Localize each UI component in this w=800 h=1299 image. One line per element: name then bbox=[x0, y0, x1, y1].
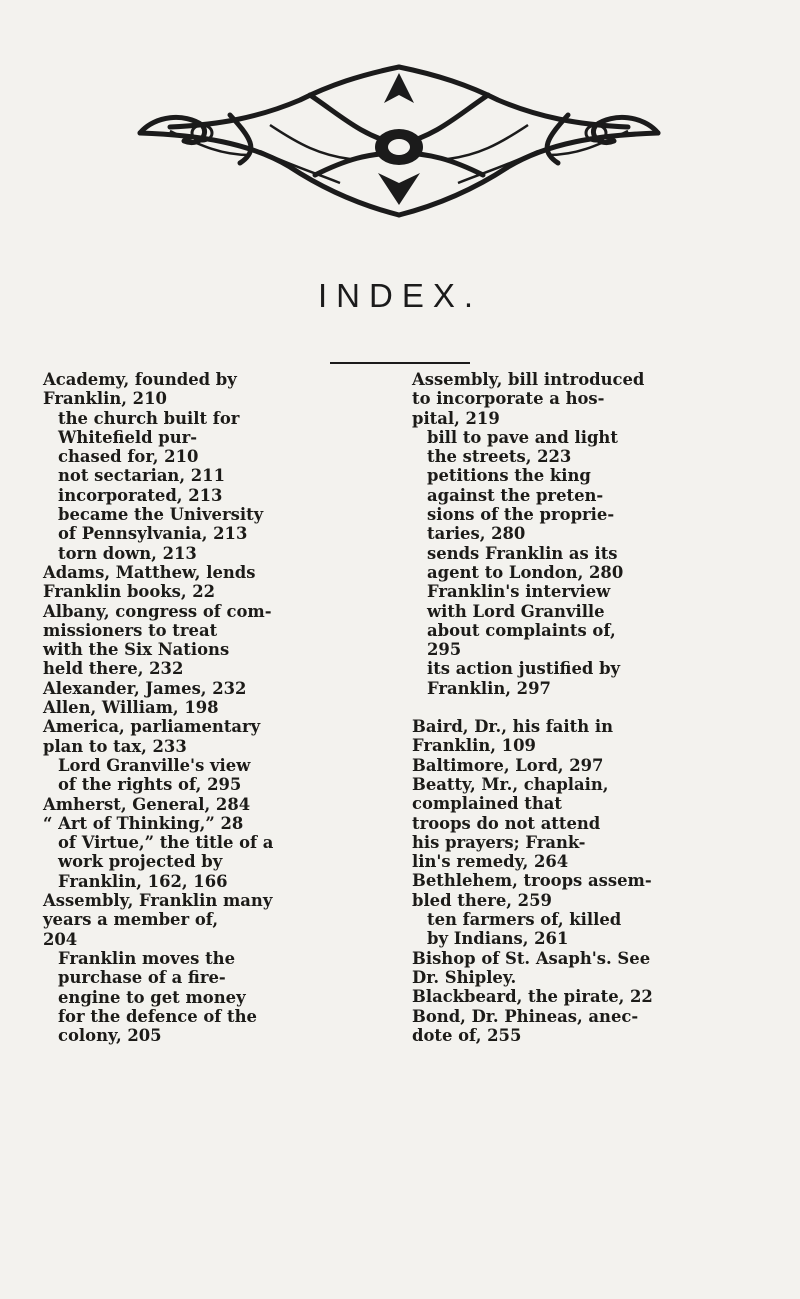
index-subentry bbox=[412, 544, 767, 583]
index-entry-line: Franklin moves the bbox=[58, 948, 236, 968]
index-entry bbox=[412, 756, 767, 775]
index-entry-line: Baird, Dr., his faith in bbox=[412, 717, 613, 737]
index-entry-line: its action justified by bbox=[427, 659, 621, 679]
index-entry-line: bill to pave and light bbox=[427, 427, 618, 447]
index-entry-line: Blackbeard, the pirate, 22 bbox=[412, 987, 653, 1007]
index-entry-line: torn down, 213 bbox=[58, 543, 197, 563]
index-entry-line: pital, 219 bbox=[412, 408, 500, 428]
index-entry-line: Assembly, bill introduced bbox=[412, 370, 645, 389]
index-entry-line: with the Six Nations bbox=[43, 640, 230, 660]
index-entry-line: incorporated, 213 bbox=[58, 485, 223, 505]
index-entry-line: plan to tax, 233 bbox=[43, 736, 187, 756]
index-entry bbox=[43, 814, 398, 833]
index-entry-line: Dr. Shipley. bbox=[412, 967, 517, 987]
index-entry-line: chased for, 210 bbox=[58, 447, 199, 467]
index-entry-line: Adams, Matthew, lends bbox=[43, 562, 256, 582]
index-entry-line: Assembly, Franklin many bbox=[43, 891, 273, 911]
index-entry bbox=[412, 775, 767, 871]
title-divider bbox=[330, 362, 470, 364]
index-entry-line: Academy, founded by bbox=[43, 370, 237, 389]
index-entry-line: taries, 280 bbox=[427, 524, 526, 544]
index-entry-line: Allen, William, 198 bbox=[43, 698, 219, 718]
index-subentry bbox=[43, 409, 398, 467]
index-subentry bbox=[412, 582, 767, 659]
index-entry-line: of Pennsylvania, 213 bbox=[58, 524, 248, 544]
index-entry-line: Franklin, 162, 166 bbox=[58, 871, 228, 891]
page-title: INDEX. bbox=[317, 277, 483, 314]
index-entry-line: 204 bbox=[43, 929, 78, 949]
index-entry bbox=[43, 370, 398, 409]
index-entry-line: purchase of a fire- bbox=[58, 968, 226, 988]
index-entry-line: engine to get money bbox=[58, 987, 246, 1007]
index-entry-line: America, parliamentary bbox=[43, 717, 261, 737]
index-entry bbox=[43, 795, 398, 814]
index-entry-line: “ Art of Thinking,” 28 bbox=[43, 813, 244, 833]
index-entry-line: bled there, 259 bbox=[412, 890, 552, 910]
index-entry-line: the streets, 223 bbox=[427, 447, 572, 467]
index-entry-line: with Lord Granville bbox=[427, 601, 605, 621]
index-subentry bbox=[43, 756, 398, 795]
index-entry-line: the church built for bbox=[58, 408, 240, 428]
index-entry bbox=[43, 602, 398, 679]
index-entry bbox=[412, 1007, 767, 1046]
scroll-ornament-icon bbox=[110, 55, 688, 225]
index-entry-line: agent to London, 280 bbox=[427, 562, 624, 582]
index-entry-line: not sectarian, 211 bbox=[58, 466, 225, 486]
index-subentry bbox=[43, 466, 398, 485]
index-entry-line: his prayers; Frank- bbox=[412, 832, 586, 852]
index-entry-line: lin's remedy, 264 bbox=[412, 852, 569, 872]
index-entry-line: Whitefield pur- bbox=[58, 427, 198, 447]
index-entry-line: Amherst, General, 284 bbox=[43, 794, 251, 814]
index-entry-line: missioners to treat bbox=[43, 620, 218, 640]
index-entry-line: against the preten- bbox=[427, 485, 604, 505]
index-entry-line: Lord Granville's view bbox=[58, 755, 251, 775]
index-entry-line: colony, 205 bbox=[58, 1026, 162, 1046]
index-entry-line: of Virtue,” the title of a bbox=[58, 833, 274, 853]
index-column-right bbox=[412, 370, 767, 1045]
index-entry bbox=[43, 679, 398, 698]
index-entry-line: Beatty, Mr., chaplain, bbox=[412, 774, 609, 794]
index-entry bbox=[43, 563, 398, 602]
index-entry-line: ten farmers of, killed bbox=[427, 910, 622, 930]
index-entry-line: by Indians, 261 bbox=[427, 929, 569, 949]
index-subentry bbox=[43, 544, 398, 563]
index-subentry bbox=[412, 659, 767, 698]
index-entry-line: Bond, Dr. Phineas, anec- bbox=[412, 1006, 639, 1026]
index-subentry bbox=[43, 949, 398, 1045]
index-entry-line: Franklin books, 22 bbox=[43, 582, 216, 602]
index-entry-line: Bishop of St. Asaph's. See bbox=[412, 948, 651, 968]
index-entry-line: Alexander, James, 232 bbox=[43, 678, 247, 698]
index-entry-line: petitions the king bbox=[427, 466, 591, 486]
index-entry bbox=[412, 717, 767, 756]
index-entry-line: held there, 232 bbox=[43, 659, 184, 679]
index-entry bbox=[43, 891, 398, 949]
index-subentry bbox=[412, 466, 767, 543]
index-letter-gap bbox=[412, 698, 767, 717]
index-entry-line: for the defence of the bbox=[58, 1006, 257, 1026]
index-entry-line: Albany, congress of com- bbox=[43, 601, 272, 621]
index-entry-line: Baltimore, Lord, 297 bbox=[412, 755, 604, 775]
index-entry bbox=[412, 987, 767, 1006]
index-entry bbox=[412, 370, 767, 428]
index-entry-line: troops do not attend bbox=[412, 813, 601, 833]
index-entry-line: Franklin, 210 bbox=[43, 389, 167, 409]
index-subentry bbox=[43, 486, 398, 505]
index-subentry bbox=[412, 910, 767, 949]
index-entry-line: Franklin's interview bbox=[427, 582, 611, 602]
index-subentry bbox=[43, 505, 398, 544]
index-entry-line: sends Franklin as its bbox=[427, 543, 618, 563]
index-entry bbox=[412, 871, 767, 910]
index-entry bbox=[43, 717, 398, 756]
index-entry-line: complained that bbox=[412, 794, 562, 814]
index-entry-line: became the University bbox=[58, 505, 264, 525]
index-subentry bbox=[43, 833, 398, 891]
index-entry-line: Bethlehem, troops assem- bbox=[412, 871, 652, 891]
index-entry-line: of the rights of, 295 bbox=[58, 775, 242, 795]
index-entry bbox=[412, 949, 767, 988]
index-entry-line: dote of, 255 bbox=[412, 1025, 522, 1045]
index-entry-line: 295 bbox=[427, 640, 462, 660]
index-entry-line: Franklin, 109 bbox=[412, 736, 536, 756]
index-entry-line: years a member of, bbox=[43, 910, 219, 930]
index-subentry bbox=[412, 428, 767, 467]
index-entry-line: work projected by bbox=[58, 852, 223, 872]
index-entry-line: sions of the proprie- bbox=[427, 505, 615, 525]
index-column-left bbox=[43, 370, 398, 1045]
index-entry-line: Franklin, 297 bbox=[427, 678, 551, 698]
index-entry bbox=[43, 698, 398, 717]
index-entry-line: to incorporate a hos- bbox=[412, 389, 605, 409]
index-entry-line: about complaints of, bbox=[427, 620, 616, 640]
